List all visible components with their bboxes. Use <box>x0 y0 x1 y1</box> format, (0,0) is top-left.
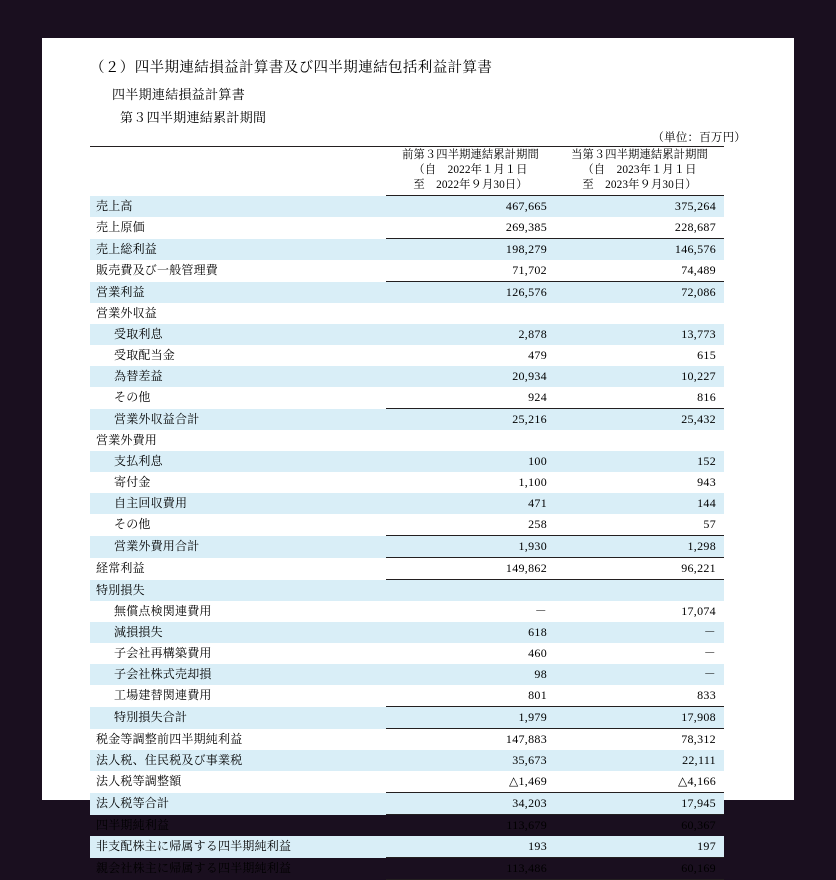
page-title: （２）四半期連結損益計算書及び四半期連結包括利益計算書 <box>90 60 493 76</box>
row-value-prev: 467,665 <box>386 196 555 218</box>
table-row <box>90 580 724 602</box>
row-value-prev: － <box>534 603 547 618</box>
table-row <box>90 472 724 493</box>
row-label: 販売費及び一般管理費 <box>96 263 219 278</box>
row-value-prev: 20,934 <box>386 366 555 387</box>
row-label: 寄付金 <box>114 474 151 489</box>
row-value-prev: 25,216 <box>386 409 555 431</box>
row-value-current: 152 <box>555 451 724 472</box>
row-value-current: 1,298 <box>555 536 724 558</box>
row-value-current: 375,264 <box>555 196 724 218</box>
row-value-current: － <box>555 664 724 685</box>
row-value-current: 17,908 <box>555 707 724 729</box>
row-value-current: 72,086 <box>555 282 724 304</box>
row-value-current: 60,367 <box>681 817 716 832</box>
row-value-current: － <box>703 645 716 660</box>
row-value-prev: 471 <box>386 493 555 514</box>
row-label: 法人税等調整額 <box>96 774 182 789</box>
row-value-current: 943 <box>697 474 716 489</box>
row-label: 子会社再構築費用 <box>114 645 212 660</box>
row-value-current: 833 <box>555 685 724 707</box>
table-row <box>90 196 724 218</box>
table-row <box>90 493 724 514</box>
row-value-current: 57 <box>555 514 724 536</box>
table-row <box>90 750 724 771</box>
row-value-prev: 113,486 <box>386 858 555 880</box>
row-value-current: 25,432 <box>555 409 724 431</box>
row-label: 経常利益 <box>96 560 145 575</box>
header-current-period: 当第３四半期連結累計期間 （自 2023年１月１日 至 2023年９月30日） <box>571 149 708 191</box>
row-value-current: 197 <box>555 836 724 858</box>
table-row <box>90 729 724 751</box>
table-row <box>90 345 724 366</box>
row-value-prev: 98 <box>386 664 555 685</box>
table-row <box>90 771 724 793</box>
row-value-prev: 1,100 <box>518 474 547 489</box>
row-value-prev: 618 <box>386 622 555 643</box>
table-row <box>90 558 724 580</box>
section-subtitle: 四半期連結損益計算書 <box>112 87 246 102</box>
row-value-prev: 113,679 <box>506 817 547 832</box>
header-label-cell <box>90 147 386 194</box>
table-row <box>90 514 724 536</box>
row-value-prev: 801 <box>386 685 555 707</box>
row-value-prev: 2,878 <box>386 324 555 345</box>
row-value-current: 22,111 <box>555 750 724 771</box>
row-value-current: 17,074 <box>681 603 716 618</box>
row-value-current: 60,169 <box>555 858 724 880</box>
table-row <box>90 451 724 472</box>
row-value-prev: 149,862 <box>386 558 555 580</box>
table-row <box>90 387 724 409</box>
row-label: 自主回収費用 <box>90 493 386 514</box>
row-label: 受取利息 <box>90 324 386 345</box>
row-value-current: 146,576 <box>555 239 724 261</box>
row-label: 売上原価 <box>96 220 145 235</box>
row-value-current: － <box>555 622 724 643</box>
row-label: 子会社株式売却損 <box>90 664 386 685</box>
financial-statement-table <box>90 146 724 880</box>
row-label: 減損損失 <box>90 622 386 643</box>
table-row <box>90 366 724 387</box>
row-value-current: 10,227 <box>555 366 724 387</box>
row-label: 法人税等合計 <box>90 793 386 815</box>
table-header-row <box>90 147 724 194</box>
table-row <box>90 685 724 707</box>
table-row <box>90 664 724 685</box>
row-value-current: 228,687 <box>555 217 724 239</box>
row-value-prev <box>386 580 555 602</box>
table-row <box>90 836 724 858</box>
table-row <box>90 601 724 622</box>
row-label: 売上高 <box>90 196 386 218</box>
document-page <box>42 38 794 875</box>
table-row <box>90 430 724 451</box>
table-row <box>90 707 724 729</box>
table-row <box>90 239 724 261</box>
row-label: 特別損失合計 <box>90 707 386 729</box>
row-label: 四半期純利益 <box>96 817 170 832</box>
row-value-current: 74,489 <box>555 260 724 282</box>
table-row <box>90 303 724 324</box>
row-value-prev: 35,673 <box>386 750 555 771</box>
period-subtitle: 第３四半期連結累計期間 <box>120 110 267 125</box>
row-label: 無償点検関連費用 <box>114 603 212 618</box>
table-row <box>90 217 724 239</box>
row-label: 営業外費用合計 <box>90 536 386 558</box>
row-value-prev: 198,279 <box>386 239 555 261</box>
document-body <box>90 56 750 880</box>
row-value-prev: 1,979 <box>386 707 555 729</box>
row-label: 法人税、住民税及び事業税 <box>90 750 386 771</box>
row-value-prev: 258 <box>386 514 555 536</box>
row-value-prev: 479 <box>528 347 547 362</box>
row-value-prev: 460 <box>528 645 547 660</box>
row-label: 非支配株主に帰属する四半期純利益 <box>90 836 386 858</box>
row-label: 売上総利益 <box>90 239 386 261</box>
row-value-prev <box>386 430 555 451</box>
header-prev-period: 前第３四半期連結累計期間 （自 2022年１月１日 至 2022年９月30日） <box>402 149 539 191</box>
row-value-prev <box>386 303 555 324</box>
row-label: 受取配当金 <box>114 347 176 362</box>
row-value-current <box>555 580 724 602</box>
row-value-current: △4,166 <box>555 771 724 793</box>
row-value-current: 96,221 <box>555 558 724 580</box>
row-value-prev: 269,385 <box>386 217 555 239</box>
table-row <box>90 260 724 282</box>
row-value-prev: 1,930 <box>386 536 555 558</box>
row-label: 営業外収益 <box>96 305 158 320</box>
table-row <box>90 815 724 837</box>
row-label: 営業外収益合計 <box>90 409 386 431</box>
row-label: その他 <box>114 390 151 405</box>
row-value-current: 816 <box>555 387 724 409</box>
table-row <box>90 858 724 880</box>
table-row <box>90 324 724 345</box>
table-row <box>90 282 724 304</box>
row-value-current <box>555 430 724 451</box>
table-row <box>90 793 724 815</box>
row-label: 税金等調整前四半期純利益 <box>96 731 243 746</box>
row-value-prev: △1,469 <box>386 771 555 793</box>
table-row <box>90 409 724 431</box>
table-row <box>90 622 724 643</box>
table-row <box>90 536 724 558</box>
row-label: 支払利息 <box>90 451 386 472</box>
unit-note: （単位：百万円） <box>652 132 746 144</box>
row-value-current <box>555 303 724 324</box>
row-value-current: 615 <box>697 347 716 362</box>
row-label: 親会社株主に帰属する四半期純利益 <box>96 860 292 875</box>
row-value-prev: 71,702 <box>386 260 555 282</box>
row-value-prev: 147,883 <box>505 731 547 746</box>
row-label: 営業利益 <box>90 282 386 304</box>
row-label: その他 <box>114 517 151 532</box>
row-value-prev: 34,203 <box>386 793 555 815</box>
row-value-prev: 924 <box>386 387 555 409</box>
row-value-prev: 126,576 <box>386 282 555 304</box>
row-label: 特別損失 <box>90 580 386 602</box>
table-rows <box>90 196 724 880</box>
row-value-prev: 193 <box>386 836 555 858</box>
row-value-current: 78,312 <box>681 731 716 746</box>
row-label: 為替差益 <box>90 366 386 387</box>
row-value-prev: 100 <box>386 451 555 472</box>
row-label: 営業外費用 <box>96 432 158 447</box>
row-value-current: 144 <box>555 493 724 514</box>
table-row <box>90 643 724 664</box>
row-value-current: 13,773 <box>555 324 724 345</box>
row-label: 工場建替関連費用 <box>114 688 212 703</box>
row-value-current: 17,945 <box>555 793 724 815</box>
